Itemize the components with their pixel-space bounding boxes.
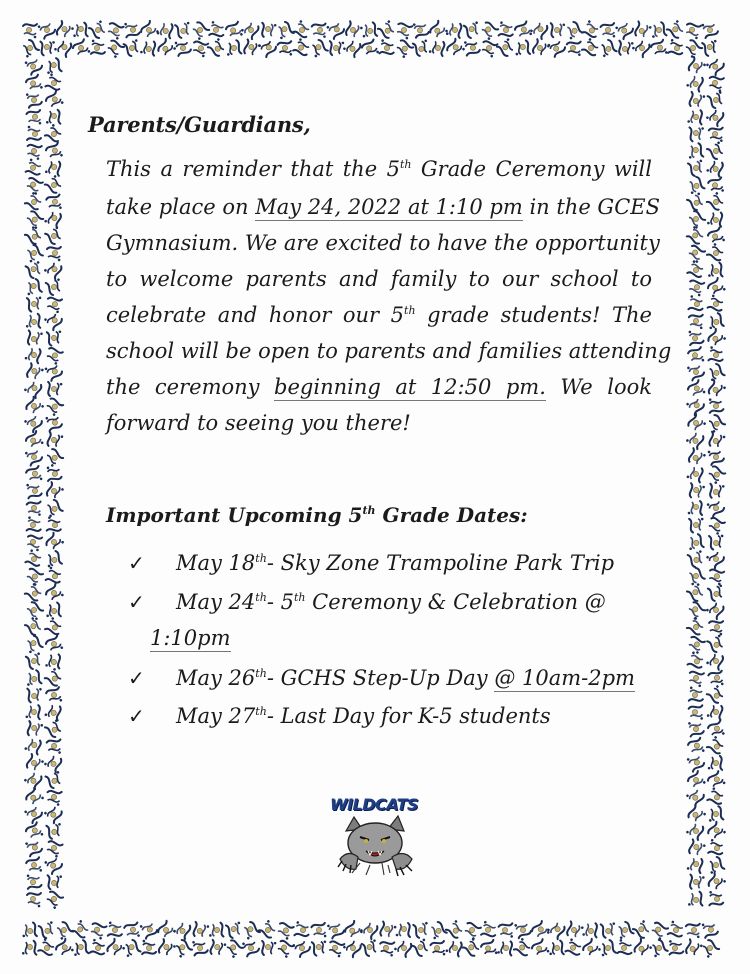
doors-open-time: beginning at 12:50 pm.: [274, 375, 546, 399]
paragraph-line-8: forward to seeing you there!: [106, 411, 411, 435]
logo-text: WILDCATS: [329, 795, 419, 814]
ceremony-datetime: May 24, 2022 at 1:10 pm: [255, 195, 523, 219]
list-item-continuation: 1:10pm: [150, 626, 231, 650]
greeting: Parents/Guardians,: [88, 112, 311, 137]
check-icon: ✓: [128, 704, 145, 728]
step-up-time: @ 10am-2pm: [494, 666, 635, 690]
paragraph-line-1: This a reminder that the 5th Grade Ceremony will: [106, 157, 652, 181]
paragraph-line-2: take place on May 24, 2022 at 1:10 pm in the GCES: [106, 195, 660, 219]
wildcat-mascot-icon: [326, 813, 422, 879]
check-icon: ✓: [128, 590, 145, 614]
wildcats-logo: [322, 795, 426, 881]
list-item: ✓ May 27th- Last Day for K-5 students: [128, 704, 551, 728]
paragraph-line-3: Gymnasium. We are excited to have the opportunity: [106, 231, 660, 255]
paragraph-line-6: school will be open to parents and families attending: [106, 339, 672, 363]
paragraph-line-5: celebrate and honor our 5th grade students! The: [106, 303, 652, 327]
list-item: ✓ May 26th- GCHS Step-Up Day @ 10am-2pm: [128, 666, 635, 690]
check-icon: ✓: [128, 666, 145, 690]
dates-heading: Important Upcoming 5th Grade Dates:: [106, 503, 528, 527]
paragraph-line-4: to welcome parents and family to our school to: [106, 267, 652, 291]
check-icon: ✓: [128, 551, 145, 575]
paragraph-line-7: the ceremony beginning at 12:50 pm. We look: [106, 375, 652, 399]
list-item: ✓ May 18th- Sky Zone Trampoline Park Trip: [128, 551, 615, 575]
list-item: ✓ May 24th- 5th Ceremony & Celebration @: [128, 590, 606, 614]
